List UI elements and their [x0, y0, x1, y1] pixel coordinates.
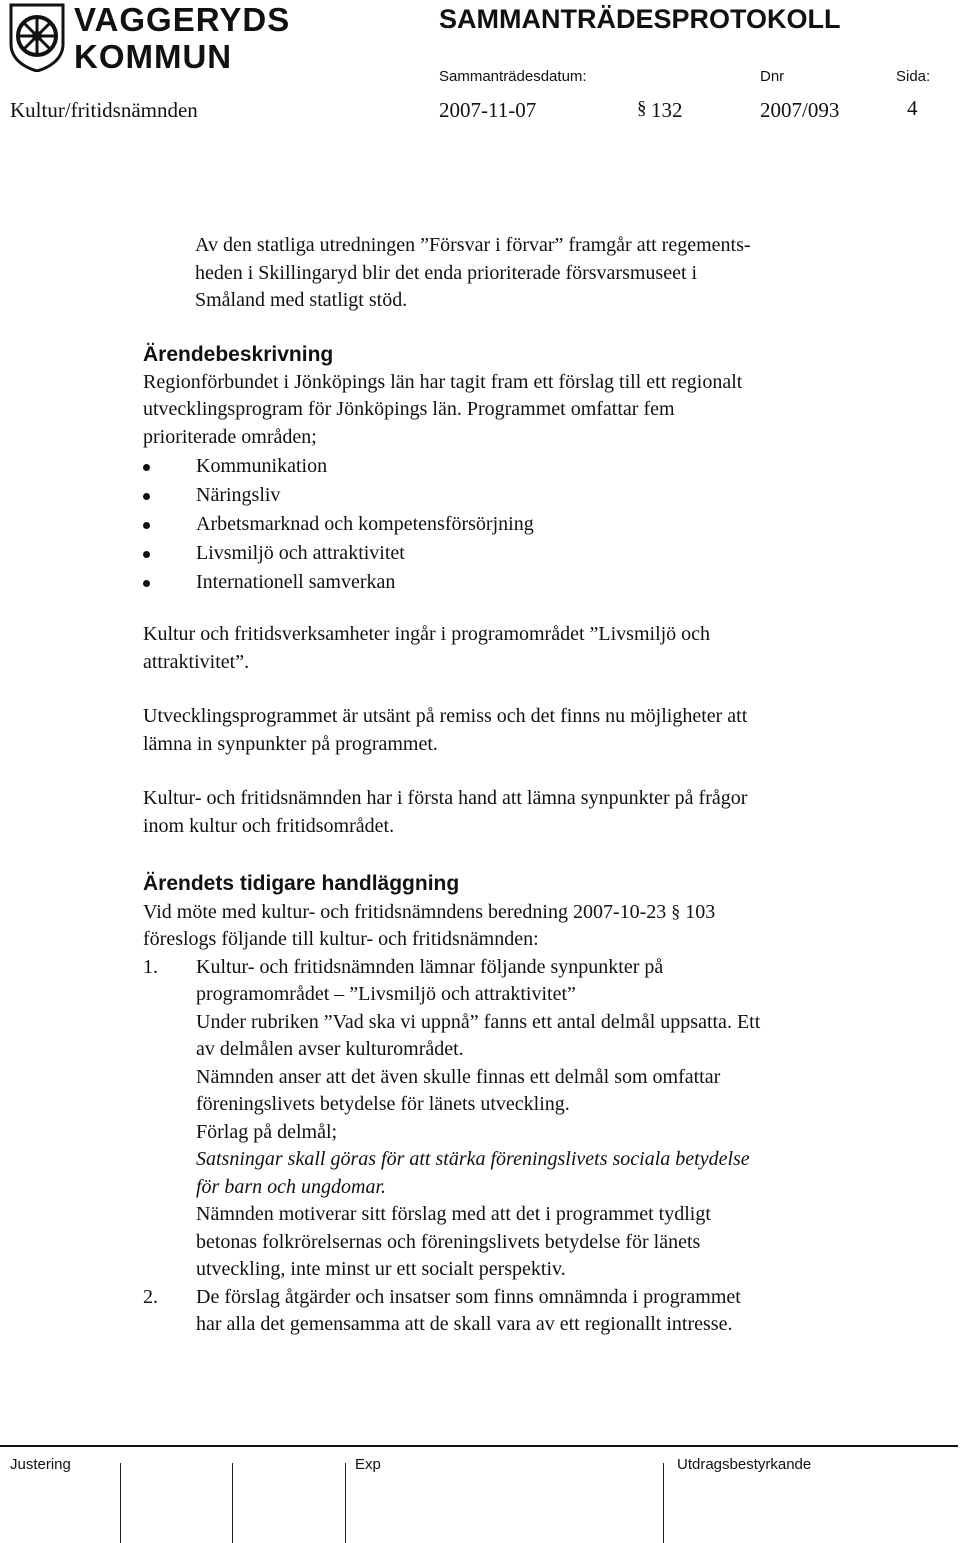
document-title: SAMMANTRÄDESPROTOKOLL: [439, 4, 841, 34]
signature-divider: [232, 1463, 233, 1543]
item-line: betonas folkrörelsernas och föreningslivets betydelse för länets: [196, 1230, 701, 1253]
previous-line: Vid möte med kultur- och fritidsnämndens beredning 2007-10-23 § 103: [143, 898, 933, 927]
meeting-date: 2007-11-07: [439, 98, 537, 122]
signature-divider: [663, 1463, 664, 1543]
list-item: Arbetsmarknad och kompetensförsörjning: [143, 510, 933, 539]
priority-areas-list: [143, 452, 933, 597]
committee-name: Kultur/fritidsnämnden: [10, 98, 198, 122]
dnr-value: 2007/093: [760, 98, 840, 122]
paragraph-sign: §: [637, 98, 647, 119]
description-line: Kultur och fritidsverksamheter ingår i programområdet ”Livsmiljö och: [143, 623, 711, 645]
numbered-item-2: [143, 1284, 933, 1339]
municipal-logo: [8, 0, 328, 80]
description-line: Kultur- och fritidsnämnden har i första hand att lämna synpunkter på frågor: [143, 787, 748, 809]
list-item: Livsmiljö och attraktivitet: [143, 539, 933, 568]
signature-divider: [120, 1463, 121, 1543]
description-line: utvecklingsprogram för Jönköpings län. Programmet omfattar fem: [143, 398, 675, 420]
footer-utdrag-label: Utdragsbestyrkande: [677, 1456, 812, 1473]
bullet-icon: [143, 493, 150, 500]
intro-line: heden i Skillingaryd blir det enda prioriterade försvarsmuseet i: [195, 261, 698, 284]
description-line: inom kultur och fritidsområdet.: [143, 814, 395, 837]
item-line: Förlag på delmål;: [196, 1120, 338, 1143]
item-line: Under rubriken ”Vad ska vi uppnå” fanns ett antal delmål uppsatta. Ett: [196, 1010, 761, 1033]
municipal-emblem-icon: [8, 2, 66, 72]
bullet-icon: [143, 551, 150, 558]
item-line: Nämnden anser att det även skulle finnas ett delmål som omfattar: [196, 1065, 721, 1088]
page-number: 4: [907, 96, 918, 120]
list-item: Näringsliv: [143, 481, 933, 510]
description-line: attraktivitet”.: [143, 650, 250, 673]
signature-divider: [345, 1463, 346, 1543]
section-heading: Ärendebeskrivning: [143, 343, 334, 366]
item-line: har alla det gemensamma att de skall vara av ett regionallt intresse.: [196, 1313, 733, 1335]
intro-line: Av den statliga utredningen ”Försvar i förvar” framgår att regements-: [195, 234, 751, 256]
meeting-date-label: Sammanträdesdatum:: [439, 68, 587, 85]
bullet-icon: [143, 522, 150, 529]
section-heading: Ärendets tidigare handläggning: [143, 872, 460, 895]
item-line: Kultur- och fritidsnämnden lämnar följande synpunkter på: [196, 955, 664, 978]
description-line: Regionförbundet i Jönköpings län har tagit fram ett förslag till ett regionalt: [143, 370, 743, 393]
paragraph-number: 132: [651, 98, 683, 122]
logo-line-1: VAGGERYDS: [74, 1, 291, 38]
description-line: prioriterade områden;: [143, 425, 317, 448]
intro-paragraph: [195, 232, 935, 315]
item-line: programområdet – ”Livsmiljö och attraktivitet”: [196, 983, 576, 1005]
previous-handling-section: [143, 870, 933, 1339]
description-line: Utvecklingsprogrammet är utsänt på remiss och det finns nu möjligheter att: [143, 705, 748, 727]
footer-justering-label: Justering: [10, 1456, 71, 1473]
item-line: av delmålen avser kulturområdet.: [196, 1038, 464, 1060]
item-line: Nämnden motiverar sitt förslag med att det i programmet tydligt: [196, 1203, 711, 1225]
list-item: Kommunikation: [143, 452, 933, 481]
item-line: föreningslivets betydelse för länets utveckling.: [196, 1093, 570, 1115]
numbered-item-1: [143, 954, 933, 1284]
paragraph-sign: §: [671, 900, 681, 921]
item-line-italic: för barn och ungdomar.: [196, 1175, 387, 1198]
dnr-label: Dnr: [760, 68, 785, 85]
bullet-icon: [143, 464, 150, 471]
list-item: Internationell samverkan: [143, 568, 933, 597]
item-number: 2.: [143, 1285, 158, 1308]
item-line-italic: Satsningar skall göras för att stärka föreningslivets sociala betydelse: [196, 1148, 750, 1170]
item-line: De förslag åtgärder och insatser som finns omnämnda i programmet: [196, 1285, 741, 1308]
item-line: utveckling, inte minst ur ett socialt perspektiv.: [196, 1258, 566, 1280]
footer-exp-label: Exp: [355, 1456, 381, 1473]
intro-line: Småland med statligt stöd.: [195, 289, 408, 311]
footer-divider: [0, 1445, 958, 1447]
description-line: lämna in synpunkter på programmet.: [143, 732, 438, 755]
logo-line-2: KOMMUN: [74, 38, 233, 75]
item-number: 1.: [143, 955, 158, 978]
page-label: Sida:: [896, 68, 931, 85]
bullet-icon: [143, 580, 150, 587]
previous-line: föreslogs följande till kultur- och fritidsnämnden:: [143, 928, 539, 950]
description-section: [143, 341, 933, 840]
